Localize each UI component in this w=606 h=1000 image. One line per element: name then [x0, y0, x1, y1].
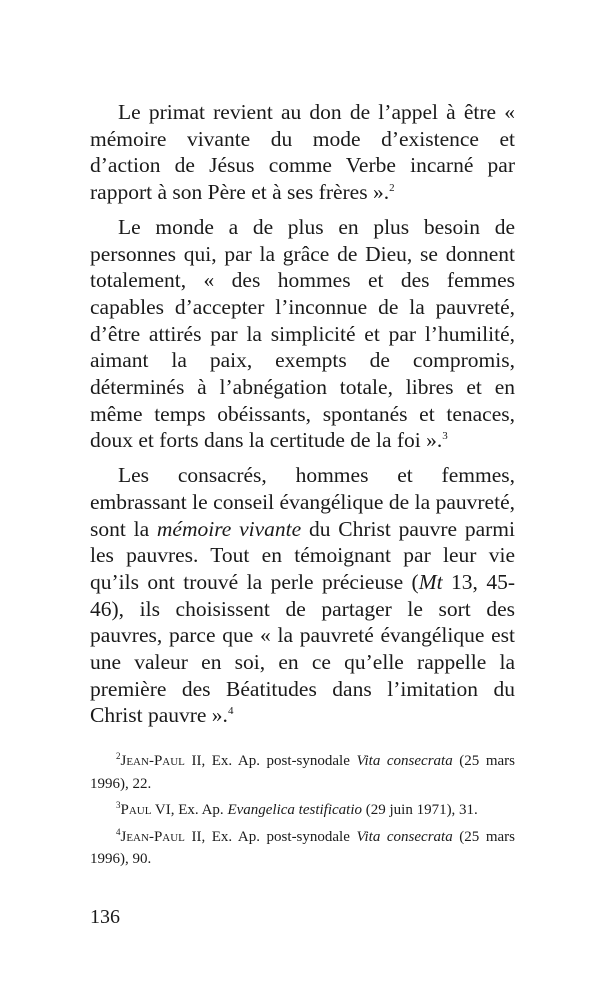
footnote-number: 3: [116, 800, 121, 810]
footnote-tail: (29 juin 1971), 31.: [361, 802, 478, 818]
footnote-3: [90, 799, 515, 822]
footnote-2: [90, 750, 515, 795]
footnote-work-title: Vita consecrata: [356, 753, 453, 769]
footnote-number: 4: [116, 826, 121, 837]
main-text: [90, 99, 515, 737]
bible-ref-book: Mt: [418, 569, 443, 594]
footnote-number: 2: [116, 751, 121, 761]
paragraph-2-text: Le monde a de plus en plus besoin de personnes qui, par la grâce de Dieu, se donnent totalement, « des hommes et des femmes capables d’accepter l’inconnue de la pauvreté, d’être attirés par la simplicité et par l’humilité, aimant la paix, exempts de compromis, déterminés à l’abnégation totale, libres et en même temps obéissants, spontanés et tenaces, doux et forts dans la certitude de la foi ».: [90, 214, 515, 453]
paragraph-2: [90, 214, 515, 454]
paragraph-3-italic: mémoire vivante: [156, 516, 302, 541]
footnote-author: Jean-Paul II: [120, 828, 202, 845]
footnote-ref-2: 2: [389, 181, 395, 194]
paragraph-3: [90, 462, 515, 729]
footnote-author: Jean-Paul II: [120, 753, 202, 769]
footnote-ref-3: 3: [442, 430, 448, 443]
paragraph-3-text-b: du Christ pauvre parmi les pauvres. Tout en témoignant par leur vie qu’ils ont trouvé la perle précieuse (: [90, 516, 515, 594]
page-number: 136: [90, 906, 120, 928]
footnote-text: , Ex. Ap. post-synodale: [201, 753, 357, 769]
paragraph-3-text-c: 13, 45-46), ils choisissent de partager le sort des pauvres, parce que « la pauvreté évangélique est une valeur en soi, en ce qu’elle rappelle la première des Béatitudes dans l’imitation du Christ pauvre ».: [90, 569, 515, 728]
footnote-work-title: Vita consecrata: [356, 828, 453, 845]
footnote-author: Paul VI: [120, 802, 171, 818]
footnote-4: [90, 826, 515, 871]
footnote-work-title: Evangelica testificatio: [227, 802, 362, 818]
footnote-text: , Ex. Ap.: [170, 802, 228, 818]
paragraph-1: [90, 99, 515, 206]
footnote-tail: (25 mars 1996), 90.: [90, 828, 515, 867]
paragraph-3-text-a: Les consacrés, hommes et femmes, embrassant le conseil évangélique de la pauvreté, sont la: [90, 463, 515, 541]
footnote-text: , Ex. Ap. post-synodale: [201, 828, 357, 845]
footnotes: [90, 750, 515, 875]
footnote-tail: (25 mars 1996), 22.: [90, 753, 515, 792]
paragraph-1-text: Le primat revient au don de l’appel à être « mémoire vivante du mode d’existence et d’action de Jésus comme Verbe incarné par rapport à son Père et à ses frères ».: [90, 100, 515, 205]
footnote-ref-4: 4: [227, 705, 234, 718]
